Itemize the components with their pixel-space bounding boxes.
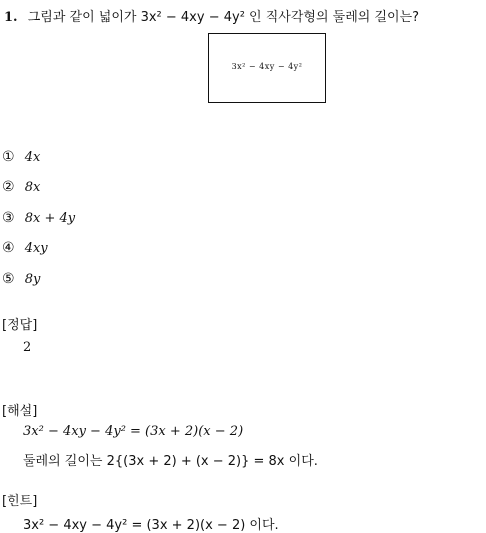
rectangle-figure (208, 33, 326, 103)
option-3[interactable] (2, 210, 75, 226)
option-text: 8x (24, 180, 41, 195)
explanation-line-1: 3x² − 4xy − 4y² = (3x + 2)(x − 2) (23, 424, 244, 439)
question (4, 6, 419, 25)
explanation-heading: [해설] (2, 404, 38, 419)
option-1[interactable] (2, 149, 40, 165)
option-marker: ⑤ (2, 271, 15, 287)
option-2[interactable] (2, 179, 40, 195)
explanation-line-2: 둘레의 길이는 2{(3x + 2) + (x − 2)} = 8x 이다. (23, 454, 318, 469)
option-text: 8y (24, 272, 41, 287)
option-marker: ① (2, 149, 15, 165)
figure-label: 3x² − 4xy − 4y² (231, 62, 303, 71)
answer-heading: [정답] (2, 318, 38, 333)
question-text: 그림과 같이 넓이가 3x² − 4xy − 4y² 인 직사각형의 둘레의 길이는? (27, 10, 420, 25)
option-text: 8x + 4y (24, 211, 76, 226)
option-marker: ④ (2, 240, 15, 256)
option-text: 4xy (24, 241, 48, 256)
option-marker: ③ (2, 210, 15, 226)
option-5[interactable] (2, 271, 40, 287)
option-text: 4x (24, 150, 41, 165)
option-marker: ② (2, 179, 15, 195)
option-4[interactable] (2, 240, 48, 256)
hint-line-1: 3x² − 4xy − 4y² = (3x + 2)(x − 2) 이다. (23, 518, 279, 533)
question-number: 1. (4, 10, 18, 25)
hint-heading: [힌트] (2, 494, 38, 509)
answer-value: 2 (23, 340, 32, 355)
